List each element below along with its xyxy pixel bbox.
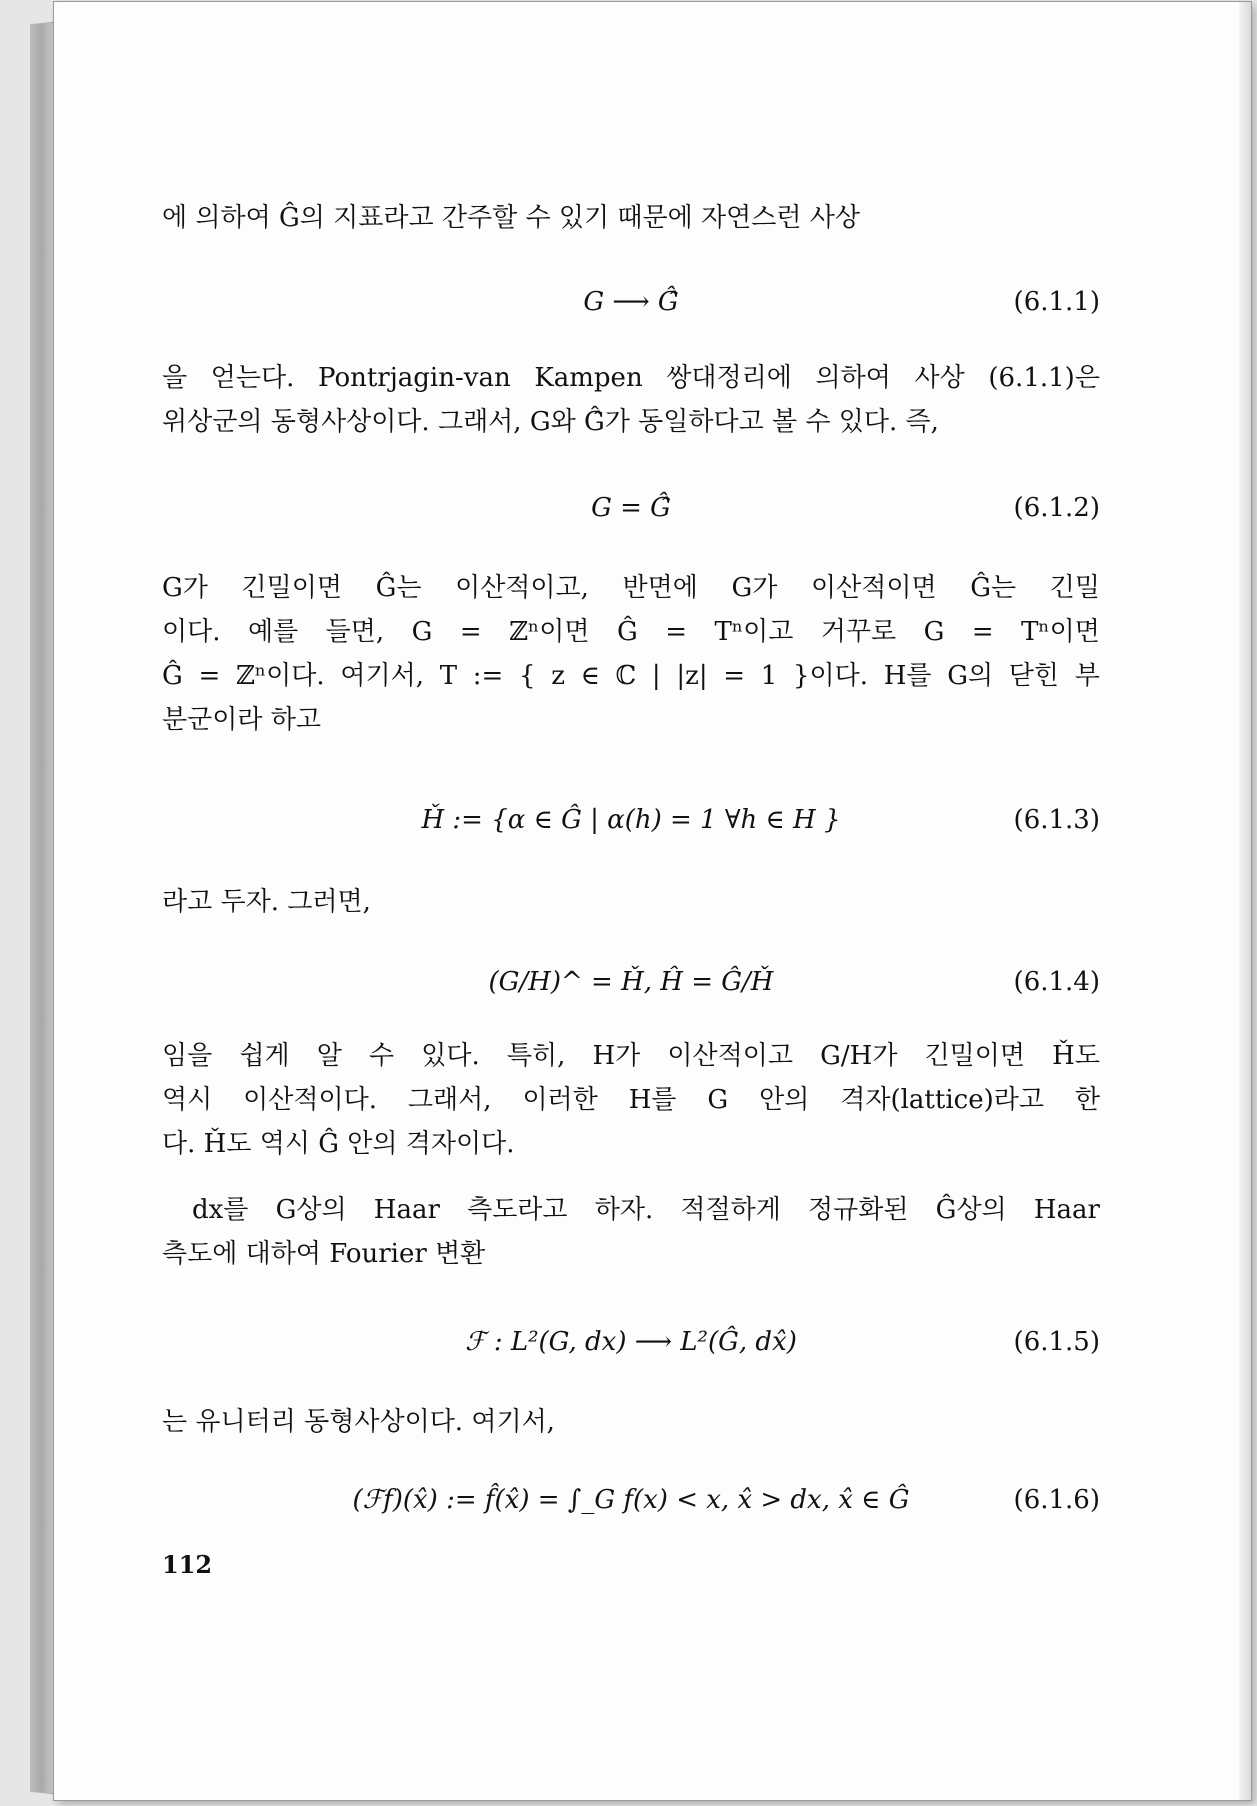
- word: 하자.: [594, 1195, 654, 1225]
- word: |z|: [676, 661, 708, 691]
- word: 부: [1074, 661, 1100, 691]
- word: 이러한: [522, 1085, 598, 1115]
- word: 정규화된: [808, 1195, 909, 1225]
- word: 알: [316, 1041, 342, 1071]
- word: 이산적이고,: [455, 573, 589, 603]
- word: Kampen: [534, 363, 643, 393]
- word: 거꾸로: [820, 617, 897, 647]
- equation-formula: (G/H)^ = Ȟ, Ĥ = Ĝ/Ȟ: [488, 967, 774, 997]
- word: 임을: [162, 1041, 213, 1071]
- word: =: [198, 661, 221, 691]
- word: =: [459, 617, 482, 647]
- word: ℤⁿ이다.: [235, 661, 325, 691]
- equation-6-1-2: [162, 486, 1100, 530]
- text-line: [162, 356, 1100, 400]
- paragraph-3: [162, 566, 1100, 742]
- word: Ĝ: [617, 617, 638, 647]
- word: Ĝ: [162, 661, 183, 691]
- word: 닫힌: [1008, 661, 1060, 691]
- text-line: 측도에 대하여 Fourier 변환: [162, 1239, 486, 1269]
- word: 사상: [914, 363, 965, 393]
- text-line: 에 의하여 Ĝ의 지표라고 간주할 수 있기 때문에 자연스런 사상: [162, 203, 860, 233]
- paragraph-2: [162, 356, 1100, 444]
- word: Ĝ는: [970, 573, 1017, 603]
- text-line: [162, 610, 1100, 654]
- equation-6-1-6: [162, 1478, 1100, 1522]
- word: 격자(lattice)라고: [840, 1085, 1044, 1115]
- word: 있다.: [421, 1041, 480, 1071]
- word: =: [723, 661, 746, 691]
- word: G: [707, 1085, 729, 1115]
- word: (6.1.1)은: [988, 363, 1100, 393]
- equation-number: (6.1.5): [1013, 1327, 1100, 1357]
- word: G의: [947, 661, 994, 691]
- equation-formula: G ⟶ Ĝ̂: [583, 287, 679, 317]
- text-line: 라고 두자. 그러면,: [162, 887, 371, 917]
- paragraph-5: [162, 1034, 1100, 1166]
- word: }이다.: [792, 661, 869, 691]
- word: T: [439, 661, 458, 691]
- word: 긴밀이면: [241, 573, 342, 603]
- paragraph-4: [162, 880, 1100, 924]
- word: 쉽게: [239, 1041, 290, 1071]
- text-line: [162, 566, 1100, 610]
- text-line: 위상군의 동형사상이다. 그래서, G와 Ĝ̂가 동일하다고 볼 수 있다. 즉,: [162, 407, 939, 437]
- text-line: [162, 1034, 1100, 1078]
- word: G: [923, 617, 945, 647]
- word: 수: [368, 1041, 395, 1071]
- word: 의하여: [815, 363, 891, 393]
- page-edge: [1239, 2, 1251, 1800]
- word: 들면,: [325, 617, 385, 647]
- book-spine: [30, 22, 56, 1794]
- word: 그래서,: [407, 1085, 492, 1115]
- word: 긴밀이면: [924, 1041, 1026, 1071]
- text-line: [162, 654, 1100, 698]
- equation-formula: (ℱf)(x̂) := f̂(x̂) = ∫_G f(x) < x, x̂ > dx, x̂ ∈ Ĝ: [352, 1485, 910, 1515]
- word: G/H가: [820, 1041, 898, 1071]
- word: z: [551, 661, 565, 691]
- word: 안의: [759, 1085, 810, 1115]
- word: 1: [760, 661, 778, 691]
- word: Pontrjagin-van: [318, 363, 511, 393]
- word: G가: [731, 573, 778, 603]
- equation-number: (6.1.4): [1013, 967, 1100, 997]
- word: G가: [162, 573, 208, 603]
- word: Ĝ는: [375, 573, 422, 603]
- word: 긴밀: [1049, 573, 1100, 603]
- word: :=: [472, 661, 504, 691]
- paragraph-7: [162, 1400, 1100, 1444]
- word: =: [665, 617, 688, 647]
- text-line: 분군이라 하고: [162, 705, 321, 735]
- page-number: 112: [162, 1550, 213, 1579]
- word: dx를: [192, 1195, 249, 1225]
- word: 적절하게: [680, 1195, 781, 1225]
- word: G: [411, 617, 433, 647]
- word: 이산적이면: [811, 573, 937, 603]
- word: 여기서,: [340, 661, 424, 691]
- word: 반면에: [622, 573, 698, 603]
- word: Tⁿ이고: [714, 617, 794, 647]
- word: ℂ: [615, 661, 637, 691]
- word: 이다.: [162, 617, 221, 647]
- equation-number: (6.1.2): [1013, 493, 1100, 523]
- word: H가: [592, 1041, 641, 1071]
- word: H를: [883, 661, 932, 691]
- equation-formula: G = Ĝ̂: [591, 493, 671, 523]
- word: 측도라고: [467, 1195, 568, 1225]
- text-line: [162, 1188, 1100, 1232]
- word: 이산적이고: [667, 1041, 793, 1071]
- text-line: 는 유니터리 동형사상이다. 여기서,: [162, 1407, 555, 1437]
- word: 역시: [162, 1085, 213, 1115]
- word: ℤⁿ이면: [509, 617, 590, 647]
- equation-number: (6.1.3): [1013, 805, 1100, 835]
- word: G상의: [275, 1195, 347, 1225]
- text-line: 다. Ȟ도 역시 Ĝ 안의 격자이다.: [162, 1129, 515, 1159]
- word: {: [518, 661, 536, 691]
- word: =: [971, 617, 994, 647]
- text-line: [162, 1078, 1100, 1122]
- paragraph-6: [162, 1188, 1100, 1276]
- equation-number: (6.1.1): [1013, 287, 1100, 317]
- word: 쌍대정리에: [666, 363, 792, 393]
- word: Haar: [1033, 1195, 1100, 1225]
- equation-6-1-3: [162, 798, 1100, 842]
- word: H를: [628, 1085, 677, 1115]
- word: 한: [1074, 1085, 1100, 1115]
- word: 을: [162, 363, 188, 393]
- paragraph-1: [162, 196, 1100, 240]
- word: 특히,: [506, 1041, 566, 1071]
- word: |: [651, 661, 661, 691]
- word: 예를: [247, 617, 299, 647]
- equation-6-1-1: [162, 280, 1100, 324]
- equation-formula: Ȟ := {α ∈ Ĝ | α(h) = 1 ∀h ∈ H }: [421, 805, 841, 835]
- equation-6-1-4: [162, 960, 1100, 1004]
- word: 얻는다.: [210, 363, 295, 393]
- word: Ĝ상의: [935, 1195, 1007, 1225]
- equation-formula: ℱ : L²(G, dx) ⟶ L²(Ĝ, dx̂): [465, 1327, 797, 1357]
- word: Haar: [373, 1195, 440, 1225]
- word: 이산적이다.: [243, 1085, 377, 1115]
- equation-number: (6.1.6): [1013, 1485, 1100, 1515]
- word: Ȟ도: [1052, 1041, 1100, 1071]
- word: Tⁿ이면: [1021, 617, 1100, 647]
- word: ∈: [580, 661, 600, 691]
- equation-6-1-5: [162, 1320, 1100, 1364]
